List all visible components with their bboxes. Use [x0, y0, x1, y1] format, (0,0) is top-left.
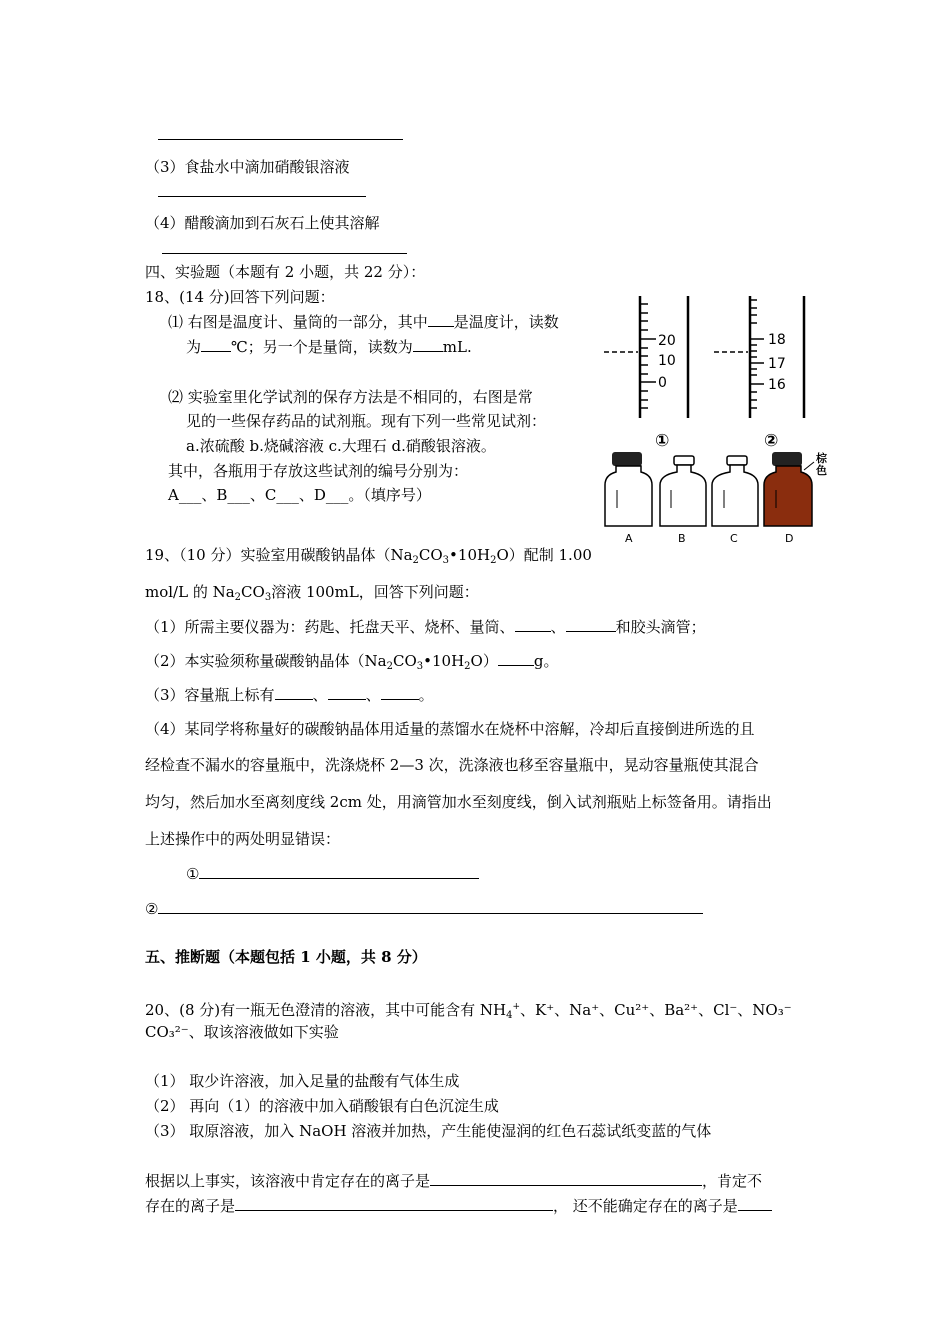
cylinder-tick-16: 16	[768, 377, 786, 393]
q19-sub3: （3）容量瓶上标有 、 、 。	[145, 686, 434, 704]
q20-ions: 、K⁺、Na⁺、Cu²⁺、Ba²⁺、Cl⁻、NO₃⁻	[520, 1001, 792, 1019]
q18-part2-line4: 其中，各瓶用于存放这些试剂的编号分别为：	[168, 462, 469, 480]
q19-error-2	[145, 899, 703, 919]
q19-s1-text: （1）所需主要仪器为：药匙、托盘天平、烧杯、量筒、	[145, 618, 515, 636]
q20-conc-b: ，肯定不	[702, 1172, 763, 1190]
answer-line-q17-4[interactable]	[162, 253, 407, 254]
q19-blank-error-2[interactable]	[158, 899, 703, 914]
q20-head-text: 20、(8 分)有一瓶无色澄清的溶液，其中可能含有 NH	[145, 1001, 507, 1019]
section-5-title: 五、推断题（本题包括 1 小题，共 8 分）	[145, 948, 427, 966]
q20-blank-uncertain-ions[interactable]	[738, 1196, 772, 1211]
q18-part1-line1	[168, 312, 559, 332]
q19-error-1	[186, 864, 479, 884]
q17-item-4: （4）醋酸滴加到石灰石上使其溶解	[145, 214, 380, 232]
q19-blank-instrument-1[interactable]	[515, 617, 551, 632]
q19-sub4-line3: 均匀，然后加水至离刻度线 2cm 处，用滴管加水至刻度线，倒入试剂瓶贴上标签备用。请指出	[145, 793, 772, 811]
q20-head: 20、(8 分)有一瓶无色澄清的溶液，其中可能含有 $NH_4^+$、K⁺、Na⁺、Cu²⁺、Ba²⁺、Cl⁻、NO₃⁻	[145, 1001, 792, 1021]
thermo-tick-0: 0	[658, 375, 667, 391]
q19-head-b: CO	[418, 546, 443, 564]
bottle-b	[660, 456, 706, 526]
q20-blank-absent-ions[interactable]	[235, 1196, 553, 1211]
q20-conclusion-line1	[145, 1171, 762, 1191]
q20-step-2: （2） 再向（1）的溶液中加入硝酸银有白色沉淀生成	[145, 1097, 499, 1115]
q19-s2-e: g。	[533, 652, 559, 670]
thermo-tick-20: 20	[658, 333, 676, 349]
q18-part1-line2	[186, 337, 472, 357]
answer-line-q17-3[interactable]	[158, 196, 366, 197]
section-4-title: 四、实验题（本题有 2 小题，共 22 分）：	[145, 263, 426, 281]
q19-s2-a: （2）本实验须称量碳酸钠晶体（Na	[145, 652, 387, 670]
q18-p1-text-a: ⑴ 右图是温度计、量筒的一部分，其中	[168, 313, 428, 331]
q20-conc-d: ， 还不能确定存在的离子是	[553, 1197, 738, 1215]
thermometer-diagram	[604, 296, 688, 418]
q19-blank-mark-3[interactable]	[381, 685, 419, 700]
q19-s2-b: CO	[393, 652, 417, 670]
q18-p1-text-d: ℃；另一个是量筒，读数为	[231, 338, 413, 356]
q20-conc-c: 存在的离子是	[145, 1197, 236, 1215]
q19-s2-c: •10H	[423, 652, 465, 670]
q19-blank-mark-2[interactable]	[328, 685, 366, 700]
q18-part2-line3: a.浓硫酸 b.烧碱溶液 c.大理石 d.硝酸银溶液。	[186, 437, 496, 455]
q17-item-3: （3）食盐水中滴加硝酸银溶液	[145, 158, 350, 176]
q19-sub4-line1: （4）某同学将称量好的碳酸钠晶体用适量的蒸馏水在烧杯中溶解，冷却后直接倒进所选的且	[145, 720, 755, 738]
q19-head: 19、（10 分）实验室用碳酸钠晶体$(Na_2CO_3•10H_2O)$配制 1.00	[145, 546, 592, 566]
bottle-c	[712, 456, 758, 526]
cylinder-tick-17: 17	[768, 356, 786, 372]
q19-line2-a: mol/L 的 Na	[145, 583, 235, 601]
answer-line-q17-2[interactable]	[158, 139, 403, 140]
brown-label-1: 棕	[816, 452, 827, 465]
cylinder-tick-18: 18	[768, 332, 786, 348]
bottle-label-a: A	[625, 532, 633, 545]
thermo-tick-10: 10	[658, 353, 676, 369]
graduated-cylinder-diagram	[714, 296, 804, 418]
q18-part2-line2: 见的一些保存药品的试剂瓶。现有下列一些常见试剂：	[186, 412, 547, 430]
brown-label-2: 色	[816, 464, 827, 477]
reagent-bottles-figure	[600, 428, 835, 548]
q19-blank-error-1[interactable]	[199, 864, 479, 879]
measuring-instruments-figure	[600, 290, 815, 425]
q18-p1-text-b: 是温度计，读数	[453, 313, 559, 331]
q19-s1-sep: 、	[550, 618, 566, 636]
q19-blank-instrument-2[interactable]	[566, 617, 616, 632]
q20-step-1: （1） 取少许溶液，加入足量的盐酸有气体生成	[145, 1072, 460, 1090]
q19-head-c: •10H	[449, 546, 491, 564]
q19-sub1	[145, 617, 706, 637]
q19-e1-mark: ①	[186, 865, 200, 883]
q18-head: 18、(14 分)回答下列问题：	[145, 288, 335, 306]
q19-s3-end: 。	[418, 686, 434, 704]
q19-head-d: O）配制 1.00	[496, 546, 592, 564]
q19-blank-mark-1[interactable]	[275, 685, 313, 700]
bottle-label-d: D	[785, 532, 794, 545]
q19-head-a: 19、（10 分）实验室用碳酸钠晶体（Na	[145, 546, 413, 564]
q20-conc-a: 根据以上事实，该溶液中肯定存在的离子是	[145, 1172, 431, 1190]
q19-line2-b: CO	[241, 583, 265, 601]
q18-p1-text-c: 为	[186, 338, 202, 356]
q20-line2: CO₃²⁻、取该溶液做如下实验	[145, 1023, 339, 1041]
q20-blank-present-ions[interactable]	[430, 1171, 702, 1186]
q18-part2-line1: ⑵ 实验室里化学试剂的保存方法是不相同的，右图是常	[168, 388, 533, 406]
q20-step-3: （3） 取原溶液，加入 NaOH 溶液并加热，产生能使湿润的红色石蕊试纸变蓝的气体	[145, 1122, 712, 1140]
bottle-label-b: B	[678, 532, 686, 545]
q19-sub4-line4: 上述操作中的两处明显错误：	[145, 830, 341, 848]
q20-conclusion-line2	[145, 1196, 772, 1216]
bottle-label-c: C	[730, 532, 738, 545]
q19-s3-text: （3）容量瓶上标有	[145, 686, 275, 704]
q18-blank-thermometer[interactable]	[428, 312, 454, 327]
q19-sub4-line2: 经检查不漏水的容量瓶中，洗涤烧杯 2—3 次，洗涤液也移至容量瓶中，晃动容量瓶使其混合	[145, 756, 759, 774]
bottle-a	[605, 452, 652, 526]
q18-blank-volume[interactable]	[413, 337, 443, 352]
q19-s1-end: 和胶头滴管；	[615, 618, 706, 636]
q19-sub2: （2）本实验须称量碳酸钠晶体$(Na_2CO_3•10H_2O)$ g。	[145, 652, 559, 672]
q18-part2-line5: A___、B___、C___、D___。（填序号）	[168, 486, 431, 504]
q18-blank-temp[interactable]	[201, 337, 231, 352]
bottle-d-brown	[764, 452, 812, 526]
q18-p1-text-e: mL.	[442, 338, 472, 356]
bottle-mark-1: ①	[655, 431, 670, 451]
q19-s2-d: O）	[470, 652, 498, 670]
q19-e2-mark: ②	[145, 900, 159, 918]
q19-line2-c: 溶液 100mL，回答下列问题：	[271, 583, 479, 601]
bottle-mark-2: ②	[764, 431, 779, 451]
q19-line2: mol/L 的 $Na_2CO_3$溶液 100mL，回答下列问题：	[145, 583, 479, 603]
q19-blank-mass[interactable]	[498, 651, 534, 666]
